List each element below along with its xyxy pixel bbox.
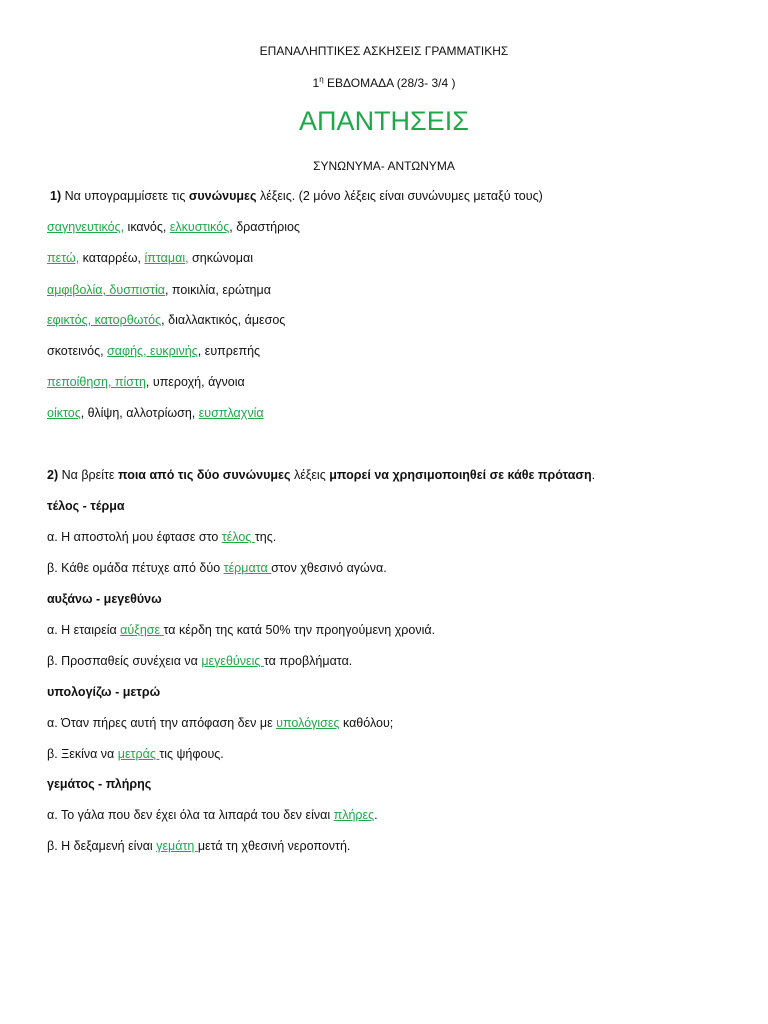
sentence-text: καταρρέω, bbox=[79, 251, 145, 265]
exercise-sentence bbox=[47, 561, 387, 575]
sentence-text: α. Το γάλα που δεν έχει όλα τα λιπαρά του δεν είναι bbox=[47, 808, 334, 822]
ex2-text: . bbox=[591, 468, 596, 482]
ex2-text: Να βρείτε bbox=[58, 468, 118, 482]
word-pair-heading: τέλος - τέρμα bbox=[47, 499, 125, 513]
exercise-2-instructions bbox=[47, 468, 595, 482]
exercise-sentence bbox=[47, 839, 350, 853]
answer-word: ευσπλαχνία bbox=[198, 406, 264, 420]
sentence-text: της. bbox=[254, 530, 277, 544]
ex1-text: Να υπογραμμίσετε τις bbox=[61, 189, 189, 203]
sentence-text: σκοτεινός, bbox=[47, 344, 108, 358]
sentence-text: στον χθεσινό αγώνα. bbox=[271, 561, 387, 575]
sentence-text: τις ψήφους. bbox=[159, 747, 224, 761]
sentence-text: , ευπρεπής bbox=[197, 344, 261, 358]
exercise-sentence bbox=[47, 808, 378, 822]
synonym-row bbox=[47, 251, 253, 265]
answer-word: τέλος bbox=[221, 530, 255, 544]
synonym-row bbox=[47, 283, 271, 297]
sentence-text: . bbox=[374, 808, 378, 822]
ex2-bold: μπορεί να χρησιμοποιηθεί σε κάθε πρόταση bbox=[329, 468, 592, 482]
document-title: ΕΠΑΝΑΛΗΠΤΙΚΕΣ ΑΣΚΗΣΕΙΣ ΓΡΑΜΜΑΤΙΚΗΣ bbox=[259, 44, 509, 58]
sentence-text: τα κέρδη της κατά 50% την προηγούμενη χρονιά. bbox=[163, 623, 436, 637]
answers-heading: ΑΠΑΝΤΗΣΕΙΣ bbox=[299, 106, 469, 136]
sentence-text: καθόλου; bbox=[339, 716, 394, 730]
answer-word: εφικτός, κατορθωτός bbox=[47, 313, 162, 327]
ex2-text: λέξεις bbox=[290, 468, 330, 482]
synonym-row bbox=[47, 375, 245, 389]
answer-word: οίκτος bbox=[47, 406, 81, 420]
answer-word: ίπταμαι, bbox=[144, 251, 189, 265]
answer-word: σαφής, ευκρινής bbox=[107, 344, 198, 358]
sentence-text: α. Όταν πήρες αυτή την απόφαση δεν με bbox=[47, 716, 277, 730]
synonym-row bbox=[47, 344, 260, 358]
word-pair-heading: υπολογίζω - μετρώ bbox=[47, 685, 161, 699]
sentence-text: α. Η εταιρεία bbox=[47, 623, 121, 637]
answer-word: ελκυστικός bbox=[169, 220, 230, 234]
exercise-sentence bbox=[47, 716, 393, 730]
ex1-text: λέξεις. (2 μόνο λέξεις είναι συνώνυμες μεταξύ τους) bbox=[256, 189, 543, 203]
answer-word: πετώ, bbox=[47, 251, 80, 265]
synonym-row bbox=[47, 313, 285, 327]
answer-word: τέρματα bbox=[223, 561, 272, 575]
exercise-sentence bbox=[47, 623, 435, 637]
sentence-text: μετά τη χθεσινή νεροποντή. bbox=[197, 839, 351, 853]
exercise-sentence bbox=[47, 747, 224, 761]
ex1-bold: συνώνυμες bbox=[188, 189, 257, 203]
answer-word: σαγηνευτικός, bbox=[47, 220, 125, 234]
exercise-sentence bbox=[47, 530, 276, 544]
exercise-1-number: 1) bbox=[50, 189, 62, 203]
section-heading: ΣΥΝΩΝΥΜΑ- ΑΝΤΩΝΥΜΑ bbox=[313, 159, 455, 173]
word-pair-heading: αυξάνω - μεγεθύνω bbox=[47, 592, 162, 606]
answer-word: πεποίθηση, πίστη bbox=[47, 375, 146, 389]
sentence-text: , θλίψη, αλλοτρίωση, bbox=[80, 406, 199, 420]
week-number: 1 bbox=[312, 76, 320, 90]
sentence-text: β. Κάθε ομάδα πέτυχε από δύο bbox=[47, 561, 224, 575]
answer-word: υπολόγισες bbox=[276, 716, 340, 730]
sentence-text: β. Ξεκίνα να bbox=[47, 747, 118, 761]
week-label bbox=[0, 75, 768, 90]
sentence-text: σηκώνομαι bbox=[188, 251, 253, 265]
exercise-1-instructions bbox=[50, 189, 543, 203]
week-superscript: η bbox=[319, 75, 324, 84]
sentence-text: , διαλλακτικός, άμεσος bbox=[161, 313, 286, 327]
exercise-sentence bbox=[47, 654, 352, 668]
answer-word: πλήρες bbox=[333, 808, 375, 822]
answer-word: γεμάτη bbox=[156, 839, 198, 853]
sentence-text: β. Προσπαθείς συνέχεια να bbox=[47, 654, 202, 668]
sentence-text: α. Η αποστολή μου έφτασε στο bbox=[47, 530, 222, 544]
synonym-row bbox=[47, 220, 300, 234]
sentence-text: , δραστήριος bbox=[229, 220, 300, 234]
sentence-text: , ποικιλία, ερώτημα bbox=[164, 283, 271, 297]
answer-word: μεγεθύνεις bbox=[201, 654, 264, 668]
word-pair-heading: γεμάτος - πλήρης bbox=[47, 777, 152, 791]
sentence-text: ικανός, bbox=[124, 220, 170, 234]
answer-word: μετράς bbox=[117, 747, 160, 761]
sentence-text: β. Η δεξαμενή είναι bbox=[47, 839, 157, 853]
sentence-text: , υπεροχή, άγνοια bbox=[145, 375, 245, 389]
synonym-row bbox=[47, 406, 264, 420]
exercise-2-number: 2) bbox=[47, 468, 59, 482]
answer-word: αμφιβολία, δυσπιστία bbox=[47, 283, 165, 297]
answer-word: αύξησε bbox=[120, 623, 164, 637]
week-dates: ΕΒΔΟΜΑΔΑ (28/3- 3/4 ) bbox=[323, 76, 456, 90]
sentence-text: τα προβλήματα. bbox=[263, 654, 353, 668]
ex2-bold: ποια από τις δύο συνώνυμες bbox=[117, 468, 291, 482]
